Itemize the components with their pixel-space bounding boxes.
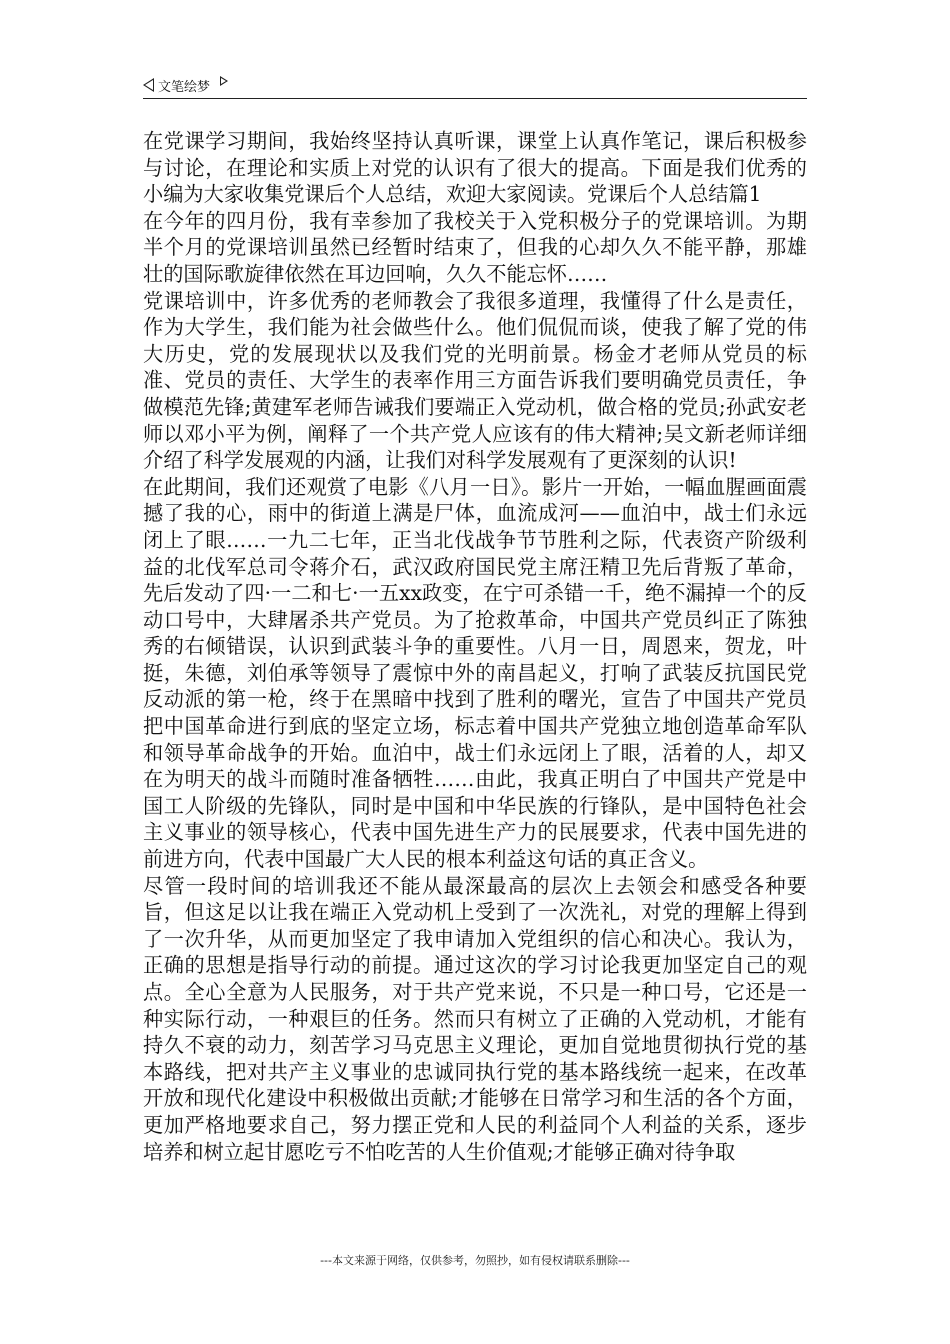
paragraph-reflection: 尽管一段时间的培训我还不能从最深最高的层次上去领会和感受各种要旨，但这足以让我在端正入党动机上受到了一次洗礼，对党的理解上得到了一次升华，从而更加坚定了我申请加入党组织的信心和决心。我认为，正确的思想是指导行动的前提。通过这次的学习讨论我更加坚定自己的观点。全心全意为人民服务，对于共产党来说，不只是一种口号，它还是一种实际行动，一种艰巨的任务。然而只有树立了正确的入党动机，才能有持久不衰的动力，刻苦学习马克思主义理论，更加自觉地贯彻执行党的基本路线，把对共产主义事业的忠诚同执行党的基本路线统一起来，在改革开放和现代化建设中积极做出贡献;才能够在日常学习和生活的各个方面，更加严格地要求自己，努力摆正党和人民的利益同个人利益的关系，逐步培养和树立起甘愿吃亏不怕吃苦的人生价值观;才能够正确对待争取: [143, 873, 807, 1164]
footer-notice: ---本文来源于网络，仅供参考，勿照抄，如有侵权请联系删除---: [320, 1254, 630, 1267]
paragraph-intro: 在党课学习期间，我始终坚持认真听课，课堂上认真作笔记，课后积极参与讨论，在理论和实质上对党的认识有了很大的提高。下面是我们优秀的小编为大家收集党课后个人总结，欢迎大家阅读。党课后个人总结篇1: [143, 129, 807, 207]
paragraph-teachers: 党课培训中，许多优秀的老师教会了我很多道理，我懂得了什么是责任，作为大学生，我们能为社会做些什么。他们侃侃而谈，使我了解了党的伟大历史，党的发展现状以及我们党的光明前景。杨金才老师从党员的标准、党员的责任、大学生的表率作用三方面告诉我们要明确党员责任，争做模范先锋;黄建军老师告诫我们要端正入党动机，做合格的党员;孙武安老师以邓小平为例，阐释了一个共产党人应该有的伟大精神;吴文新老师详细介绍了科学发展观的内涵，让我们对科学发展观有了更深刻的认识!: [143, 288, 807, 473]
paragraph-training: 在今年的四月份，我有幸参加了我校关于入党积极分子的党课培训。为期半个月的党课培训虽然已经暂时结束了，但我的心却久久不能平静，那雄壮的国际歌旋律依然在耳边回响，久久不能忘怀……: [143, 208, 807, 286]
triangle-right-icon: [220, 76, 228, 86]
triangle-left-icon: [143, 78, 154, 92]
header-brand: 文笔绘梦: [158, 79, 211, 95]
document-body: [143, 128, 807, 1165]
page-header: [143, 72, 807, 99]
paragraph-movie: 在此期间，我们还观赏了电影《八月一日》。影片一开始，一幅血腥画面震撼了我的心，雨中的街道上满是尸体，血流成河——血泊中，战士们永远闭上了眼……一九二七年，正当北伐战争节节胜利之际，代表资产阶级利益的北伐军总司令蒋介石，武汉政府国民党主席汪精卫先后背叛了革命，先后发动了四·一二和七·一五xx政变，在宁可杀错一千，绝不漏掉一个的反动口号中，大肆屠杀共产党员。为了抢救革命，中国共产党员纠正了陈独秀的右倾错误，认识到武装斗争的重要性。八月一日，周恩来，贺龙，叶挺，朱德，刘伯承等领导了震惊中外的南昌起义，打响了武装反抗国民党反动派的第一枪，终于在黑暗中找到了胜利的曙光，宣告了中国共产党员把中国革命进行到底的坚定立场，标志着中国共产党独立地创造革命军队和领导革命战争的开始。血泊中，战士们永远闭上了眼，活着的人，却又在为明天的战斗而随时准备牺牲……由此，我真正明白了中国共产党是中国工人阶级的先锋队，同时是中国和中华民族的行锋队，是中国特色社会主义事业的领导核心，代表中国先进生产力的民展要求，代表中国先进的前进方向，代表中国最广大人民的根本利益这句话的真正含义。: [143, 474, 807, 872]
